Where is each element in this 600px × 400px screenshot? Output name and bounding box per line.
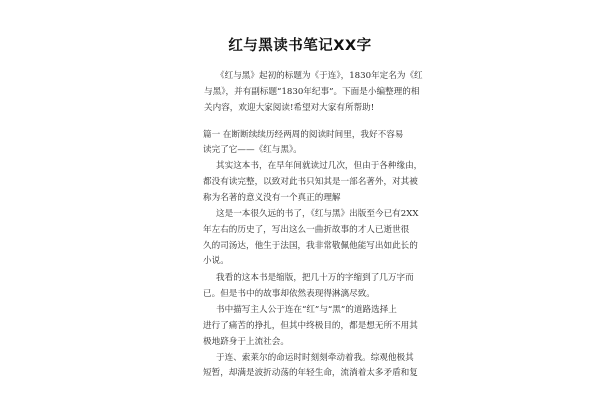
body-line: 书中描写主人公于连在“红”与“黑”的道路选择上	[216, 305, 397, 315]
intro-line: 与黑》，并有副标题“1830年纪事”。下面是小编整理的相	[204, 87, 420, 97]
body-line: 这是一本很久远的书了，《红与黑》出版至今已有2XX	[216, 209, 419, 219]
body-line: 于连、索莱尔的命运时时刻刻牵动着我。综观他极其	[216, 353, 414, 363]
body-line: 小说。	[203, 256, 229, 266]
body-line: 我看的这本书是缩版，把几十万的字缩到了几万字而	[216, 273, 414, 283]
body-line: 称为名著的意义没有一个真正的理解	[203, 193, 341, 203]
intro-line: 关内容，欢迎大家阅读!希望对大家有所帮助!	[204, 103, 375, 113]
body-line: 短暂，却满是波折动荡的年轻生命，流淌着太多矛盾和复	[203, 368, 418, 378]
body-line: 已。但是书中的故事却依然表现得淋漓尽致。	[203, 289, 375, 299]
body-line: 极地跻身于上流社会。	[203, 337, 289, 347]
intro-line: 《红与黑》起初的标题为《于连》，1830年定名为《红	[216, 71, 423, 81]
body-line: 都没有读完整，以致对此书只知其是一部名著外，对其被	[203, 177, 418, 187]
body-line: 读完了它——《红与黑》。	[203, 145, 302, 155]
document-title: 红与黑读书笔记XX字	[228, 38, 372, 54]
body-line: 其实这本书，在早年间就读过几次，但由于各种缘由，	[216, 161, 423, 171]
body-line: 进行了痛苦的挣扎，但其中终极目的，都是想无所不用其	[203, 321, 418, 331]
body-line: 久的司汤达，他生于法国，我非常敬佩他能写出如此长的	[203, 241, 418, 251]
body-line: 年左右的历史了，写出这么一曲折故事的才人已逝世很	[203, 225, 410, 235]
body-line: 篇一 在断断续续历经两周的阅读时间里，我好不容易	[203, 130, 404, 140]
